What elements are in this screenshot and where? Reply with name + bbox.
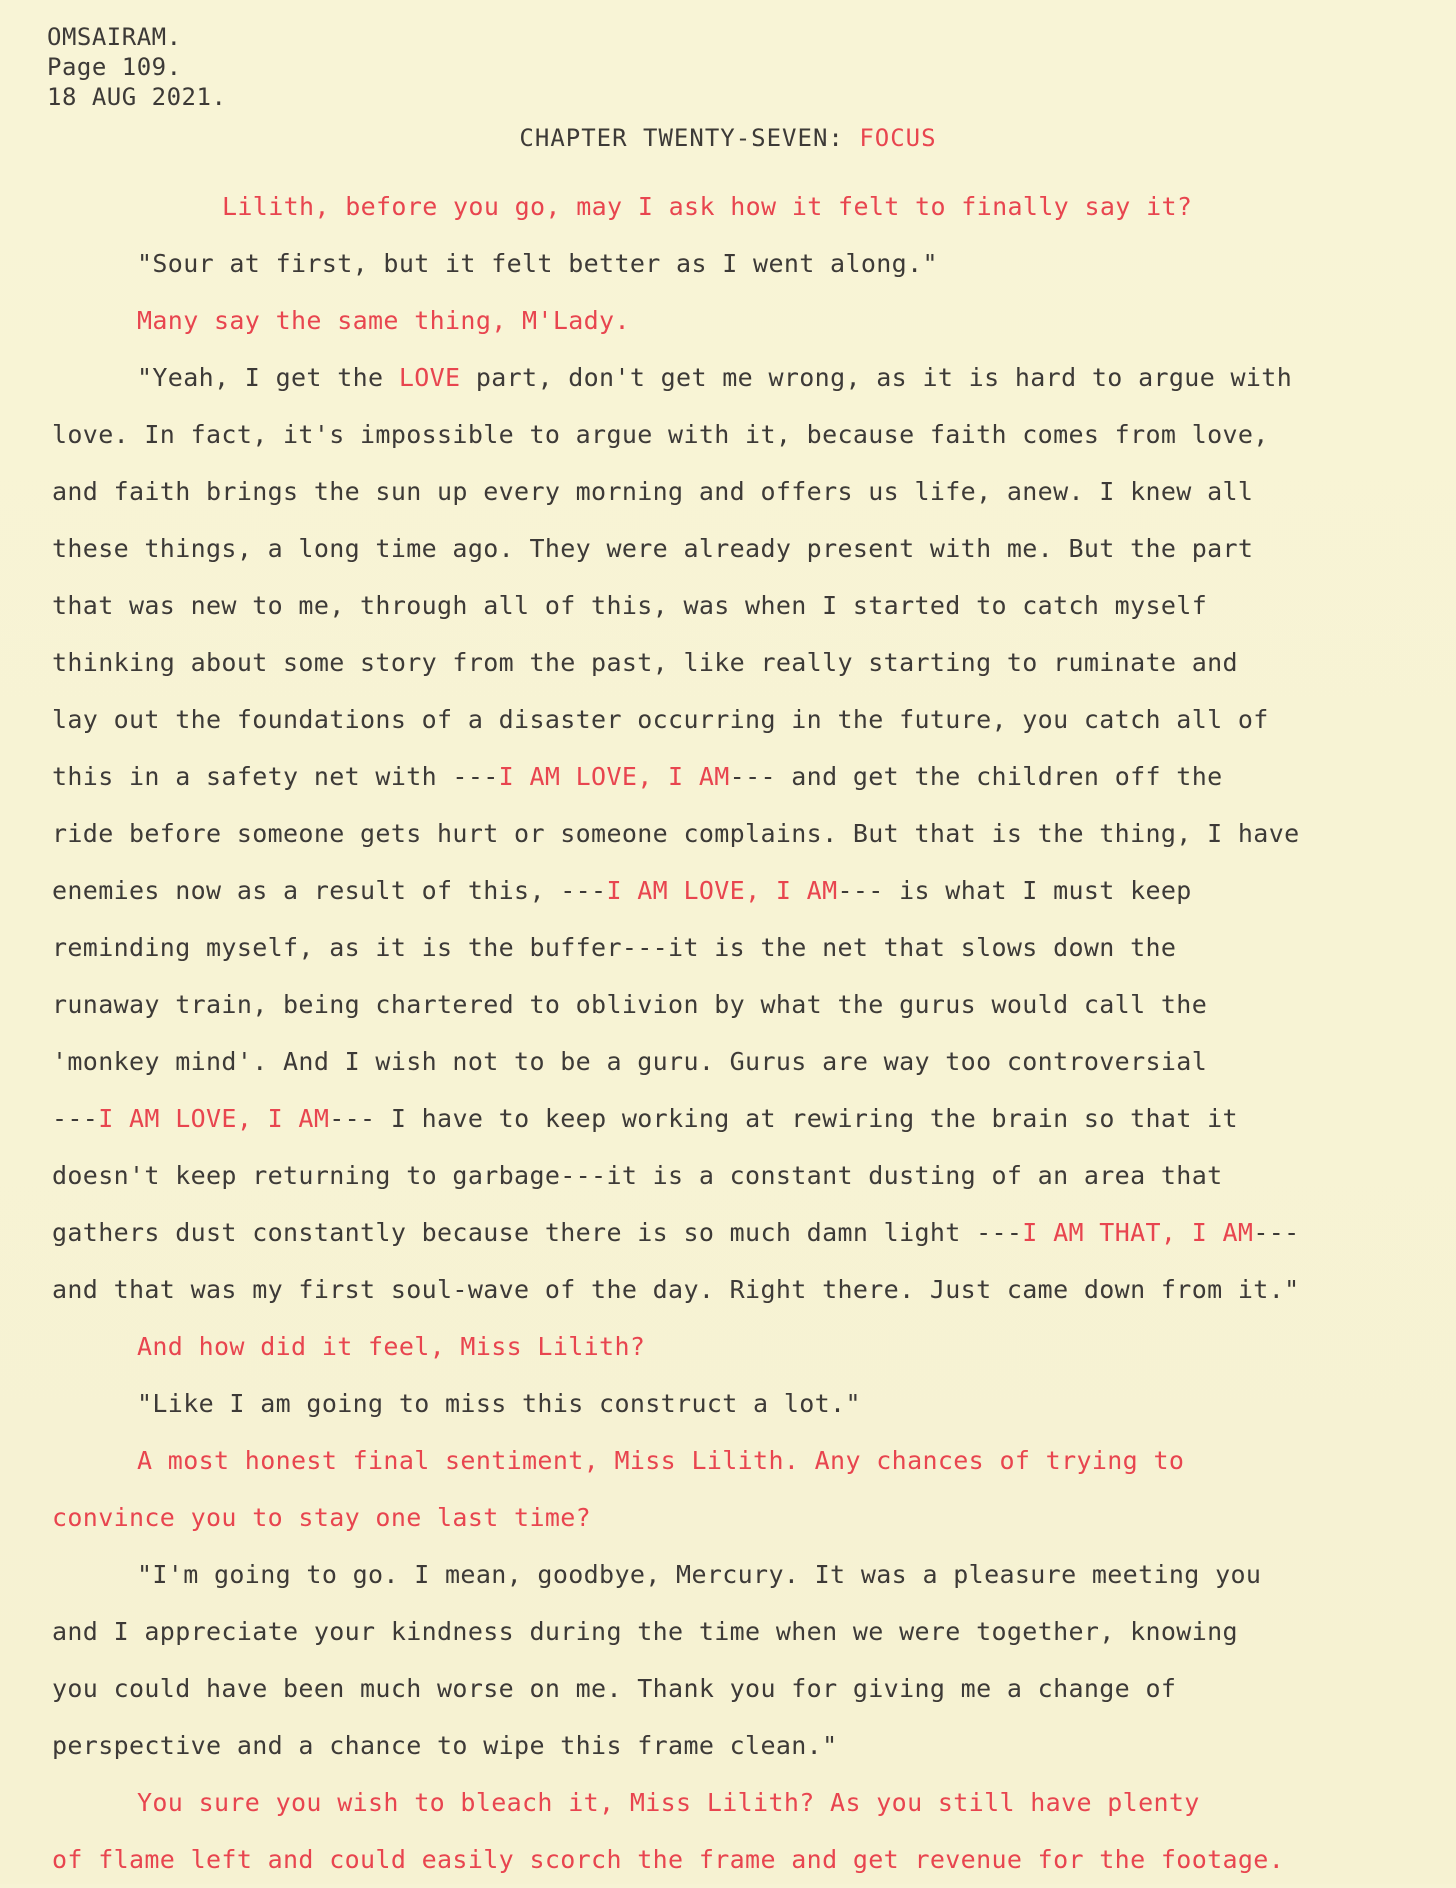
text-line: and that was my first soul-wave of the day. Right there. Just came down from it." [52, 1275, 1300, 1304]
chapter-title [0, 124, 1456, 152]
text-segment: this in a safety net with --- [52, 762, 499, 791]
text-line: perspective and a chance to wipe this frame clean." [52, 1731, 838, 1760]
text-line: A most honest final sentiment, Miss Lilith. Any chances of trying to [137, 1446, 1185, 1475]
body-text [52, 178, 1442, 1888]
text-segment: --- I have to keep working at rewiring the brain so that it [329, 1104, 1238, 1133]
text-line: convince you to stay one last time? [52, 1503, 592, 1532]
text-line: Many say the same thing, M'Lady. [137, 306, 630, 335]
text-line [52, 862, 1442, 919]
text-line: Lilith, before you go, may I ask how it felt to finally say it? [222, 192, 1193, 221]
text-line: "I'm going to go. I mean, goodbye, Mercury. It was a pleasure meeting you [137, 1560, 1262, 1589]
chapter-title-focus: FOCUS [859, 124, 937, 152]
text-segment-red: I AM LOVE, I AM [498, 762, 730, 791]
text-line: And how did it feel, Miss Lilith? [137, 1332, 646, 1361]
text-line: reminding myself, as it is the buffer---it is the net that slows down the [52, 933, 1177, 962]
text-line: and I appreciate your kindness during the time when we were together, knowing [52, 1617, 1238, 1646]
header-line-omsairam: OMSAIRAM. [47, 23, 182, 51]
text-line [52, 748, 1442, 805]
text-line: that was new to me, through all of this, was when I started to catch myself [52, 591, 1208, 620]
text-segment: --- is what I must keep [837, 876, 1192, 905]
text-line [52, 349, 1442, 406]
text-line: love. In fact, it's impossible to argue with it, because faith comes from love, [52, 420, 1269, 449]
text-line: doesn't keep returning to garbage---it is a constant dusting of an area that [52, 1161, 1223, 1190]
text-segment-red: I AM LOVE, I AM [98, 1104, 330, 1133]
text-line: these things, a long time ago. They were already present with me. But the part [52, 534, 1254, 563]
text-segment: --- [1253, 1218, 1300, 1247]
text-line: ride before someone gets hurt or someone complains. But that is the thing, I have [52, 819, 1300, 848]
text-segment: --- and get the children off the [729, 762, 1223, 791]
chapter-title-prefix: CHAPTER TWENTY-SEVEN: [519, 124, 860, 152]
text-line: of flame left and could easily scorch the frame and get revenue for the footage. [52, 1845, 1285, 1874]
text-line: "Sour at first, but it felt better as I went along." [137, 249, 938, 278]
text-line: runaway train, being chartered to oblivion by what the gurus would call the [52, 990, 1208, 1019]
text-line: 'monkey mind'. And I wish not to be a guru. Gurus are way too controversial [52, 1047, 1208, 1076]
text-segment-red: I AM LOVE, I AM [606, 876, 838, 905]
text-line: lay out the foundations of a disaster occurring in the future, you catch all of [52, 705, 1269, 734]
text-segment: gathers dust constantly because there is so much damn light --- [52, 1218, 1023, 1247]
text-line: You sure you wish to bleach it, Miss Lilith? As you still have plenty [137, 1788, 1200, 1817]
header-line-page-number: Page 109. [47, 53, 182, 81]
text-segment: --- [52, 1104, 99, 1133]
text-line: and faith brings the sun up every morning and offers us life, anew. I knew all [52, 477, 1254, 506]
header-line-date: 18 AUG 2021. [47, 83, 227, 111]
text-segment: part, don't get me wrong, as it is hard to argue with [460, 363, 1293, 392]
page-header [47, 22, 226, 112]
text-segment: enemies now as a result of this, --- [52, 876, 607, 905]
text-line: thinking about some story from the past, like really starting to ruminate and [52, 648, 1238, 677]
text-line: you could have been much worse on me. Thank you for giving me a change of [52, 1674, 1177, 1703]
text-line [52, 1090, 1442, 1147]
text-line: "Like I am going to miss this construct a lot." [137, 1389, 861, 1418]
text-line [52, 1204, 1442, 1261]
text-segment: "Yeah, I get the [137, 363, 399, 392]
text-segment-red: I AM THAT, I AM [1022, 1218, 1254, 1247]
text-segment-red: LOVE [398, 363, 461, 392]
